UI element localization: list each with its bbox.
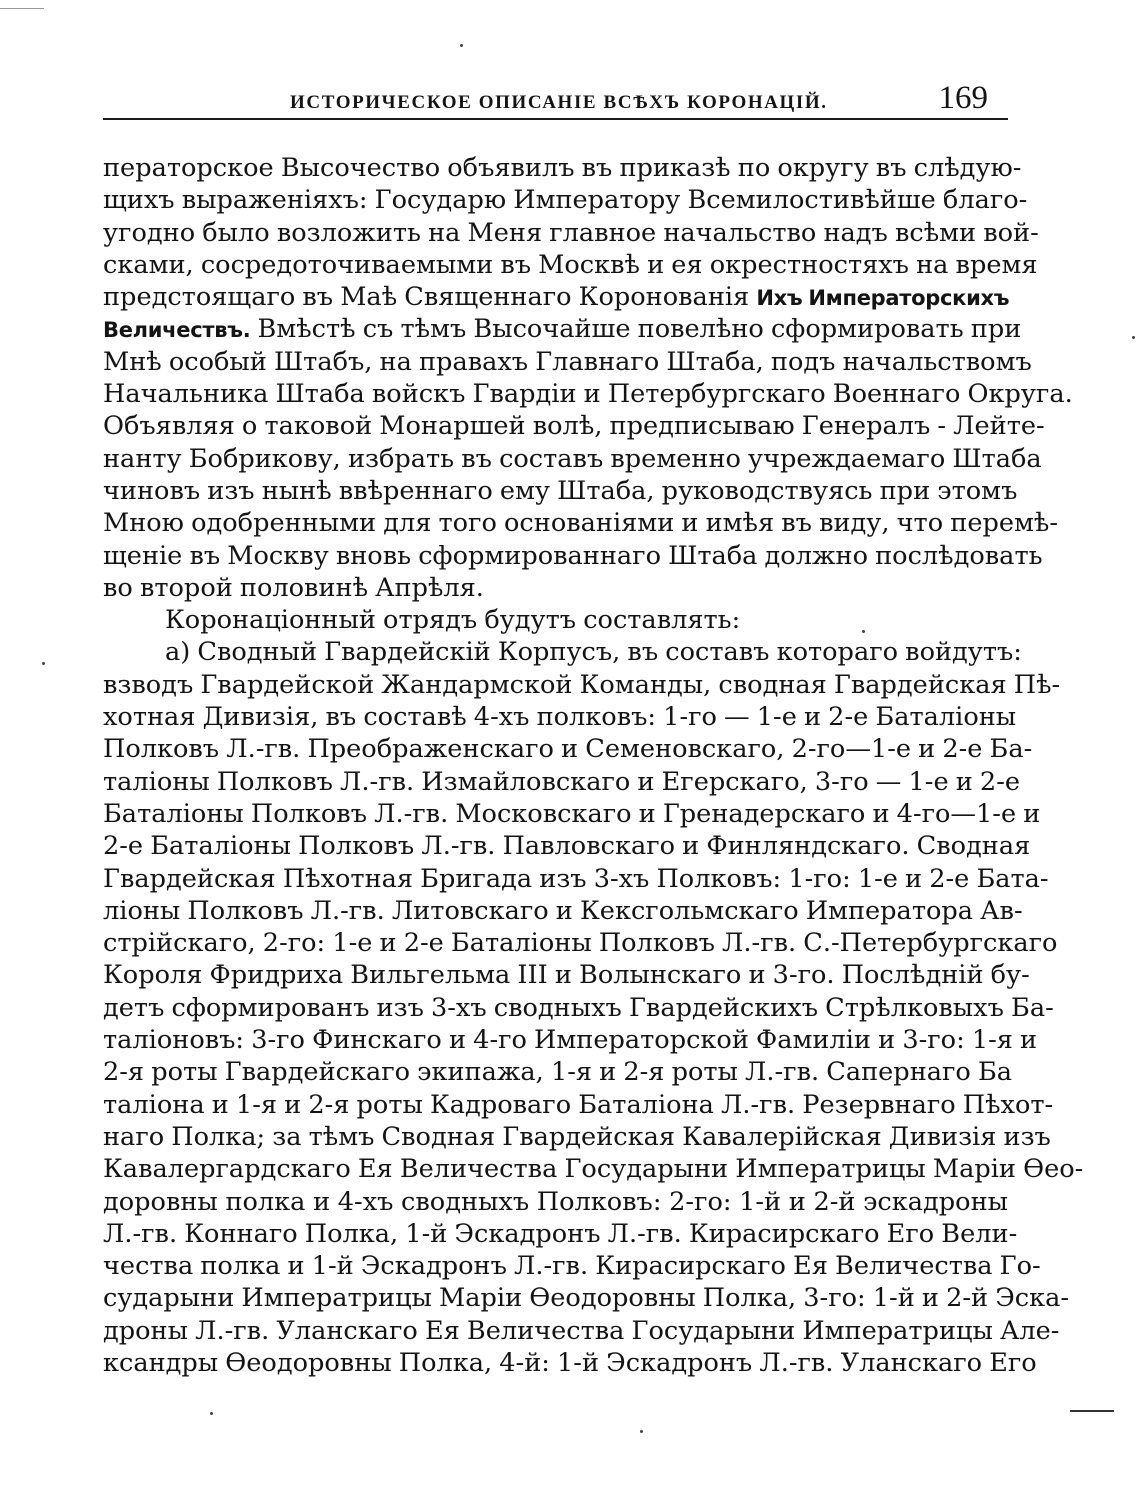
text-line: таліоны Полковъ Л.-гв. Измайловскаго и Егерскаго, 3-го — 1-е и 2-е [103, 766, 1020, 797]
text-line: ксандры Ѳеодоровны Полка, 4-й: 1-й Эскадронъ Л.-гв. Уланскаго Его [103, 1347, 1037, 1378]
text-line: наго Полка; за тѣмъ Сводная Гвардейская Кавалерійская Дивизія изъ [103, 1121, 1051, 1152]
text-line: Л.-гв. Коннаго Полка, 1-й Эскадронъ Л.-гв. Кирасирскаго Его Вели- [103, 1218, 1018, 1249]
text-line: ліоны Полковъ Л.-гв. Литовскаго и Кексгольмскаго Императора Ав- [103, 895, 1023, 926]
page-header [103, 78, 1008, 120]
ink-speck [210, 1412, 213, 1415]
text-line: ператорское Высочество объявилъ въ приказѣ по округу въ слѣдую- [103, 153, 1022, 183]
text-line: Кавалергардскаго Ея Величества Государыни Императрицы Маріи Ѳео- [103, 1154, 1084, 1185]
text-line: Баталіоны Полковъ Л.-гв. Московскаго и Гренадерскаго и 4-го—1-е и [103, 798, 1041, 829]
text-line: Мнѣ особый Штабъ, на правахъ Главнаго Штаба, подъ начальствомъ [103, 346, 1032, 377]
ink-speck [1132, 336, 1135, 339]
ink-speck [460, 44, 463, 47]
text-line: стрійскаго, 2-го: 1-е и 2-е Баталіоны Полковъ Л.-гв. С.-Петербургскаго [103, 928, 1058, 959]
text-line: нанту Бобрикову, избрать въ составъ временно учреждаемаго Штаба [103, 443, 1042, 474]
text-line-mixed [103, 313, 1022, 345]
text-line: взводъ Гвардейской Жандармской Команды, сводная Гвардейская Пѣ- [103, 669, 1061, 700]
text-line: 2-я роты Гвардейскаго экипажа, 1-я и 2-я роты Л.-гв. Сапернаго Ба [103, 1057, 1013, 1088]
text-line: угодно было возложить на Меня главное начальство надъ всѣми вой- [103, 217, 1039, 248]
text-line: сударыни Императрицы Маріи Ѳеодоровны Полка, 3-го: 1-й и 2-й Эска- [103, 1283, 1070, 1314]
text-line: таліоновъ: 3-го Финскаго и 4-го Императорской Фамиліи и 3-го: 1-я и [103, 1025, 1038, 1056]
text-line: а) Сводный Гвардейскій Корпусъ, въ составъ котораго войдутъ: [165, 637, 1022, 668]
bold-segment: Ихъ Императорскихъ [756, 286, 1010, 311]
text-line: доровны полка и 4-хъ сводныхъ Полковъ: 2-го: 1-й и 2-й эскадроны [103, 1186, 1008, 1217]
top-left-rule [0, 8, 44, 9]
text-line: чества полка и 1-й Эскадронъ Л.-гв. Кирасирскаго Ея Величества Го- [103, 1251, 1041, 1282]
text-line: чиновъ изъ нынѣ ввѣреннаго ему Штаба, руководствуясь при этомъ [103, 475, 1018, 506]
text-segment: Вмѣстѣ съ тѣмъ Высочайше повелѣно сформировать при [250, 314, 1022, 345]
margin-dash [1070, 1410, 1114, 1412]
bold-segment: Величествъ. [103, 318, 251, 343]
text-line: таліона и 1-я и 2-я роты Кадроваго Баталіона Л.-гв. Резервнаго Пѣхот- [103, 1089, 1054, 1120]
page-number: 169 [938, 80, 988, 116]
text-line: Начальника Штаба войскъ Гвардіи и Петербургскаго Военнаго Округа. [103, 379, 1073, 410]
body-text [103, 152, 1084, 1379]
text-line: 2-е Баталіоны Полковъ Л.-гв. Павловскаго и Финляндскаго. Сводная [103, 831, 1031, 862]
text-line: Мною одобренными для того основаніями и имѣя въ виду, что перемѣ- [103, 508, 1058, 539]
text-line: Коронаціонный отрядъ будутъ составлять: [165, 605, 741, 636]
text-line: Короля Фридриха Вильгельма III и Волынскаго и 3-го. Послѣдній бу- [103, 960, 1030, 991]
text-line: щихъ выраженіяхъ: Государю Императору Всемилостивѣйше благо- [103, 185, 1028, 216]
text-line: сками, сосредоточиваемыми въ Москвѣ и ея окрестностяхъ на время [103, 249, 1038, 280]
ink-speck [640, 1430, 643, 1433]
text-line: во второй половинѣ Апрѣля. [103, 572, 484, 603]
text-segment: предстоящаго въ Маѣ Священнаго Коронованія [103, 282, 750, 313]
running-title: ИСТОРИЧЕСКОЕ ОПИСАНІЕ ВСѢХЪ КОРОНАЦІЙ. [290, 92, 828, 113]
text-line: Полковъ Л.-гв. Преображенскаго и Семеновскаго, 2-го—1-е и 2-е Ба- [103, 734, 1033, 765]
ink-speck [42, 662, 45, 665]
text-line: детъ сформированъ изъ 3-хъ сводныхъ Гвардейскихъ Стрѣлковыхъ Ба- [103, 992, 1054, 1023]
text-line: Объявляя о таковой Монаршей волѣ, предписываю Генералъ - Лейте- [103, 411, 1045, 442]
text-line: хотная Дивизія, въ составѣ 4-хъ полковъ: 1-го — 1-е и 2-е Баталіоны [103, 702, 1017, 733]
text-line: дроны Л.-гв. Уланскаго Ея Величества Государыни Императрицы Але- [103, 1315, 1060, 1346]
text-line: Гвардейская Пѣхотная Бригада изъ 3-хъ Полковъ: 1-го: 1-е и 2-е Бата- [103, 863, 1049, 894]
text-line: щеніе въ Москву вновь сформированнаго Штаба должно послѣдовать [103, 540, 1043, 571]
text-line-mixed [103, 281, 1008, 313]
